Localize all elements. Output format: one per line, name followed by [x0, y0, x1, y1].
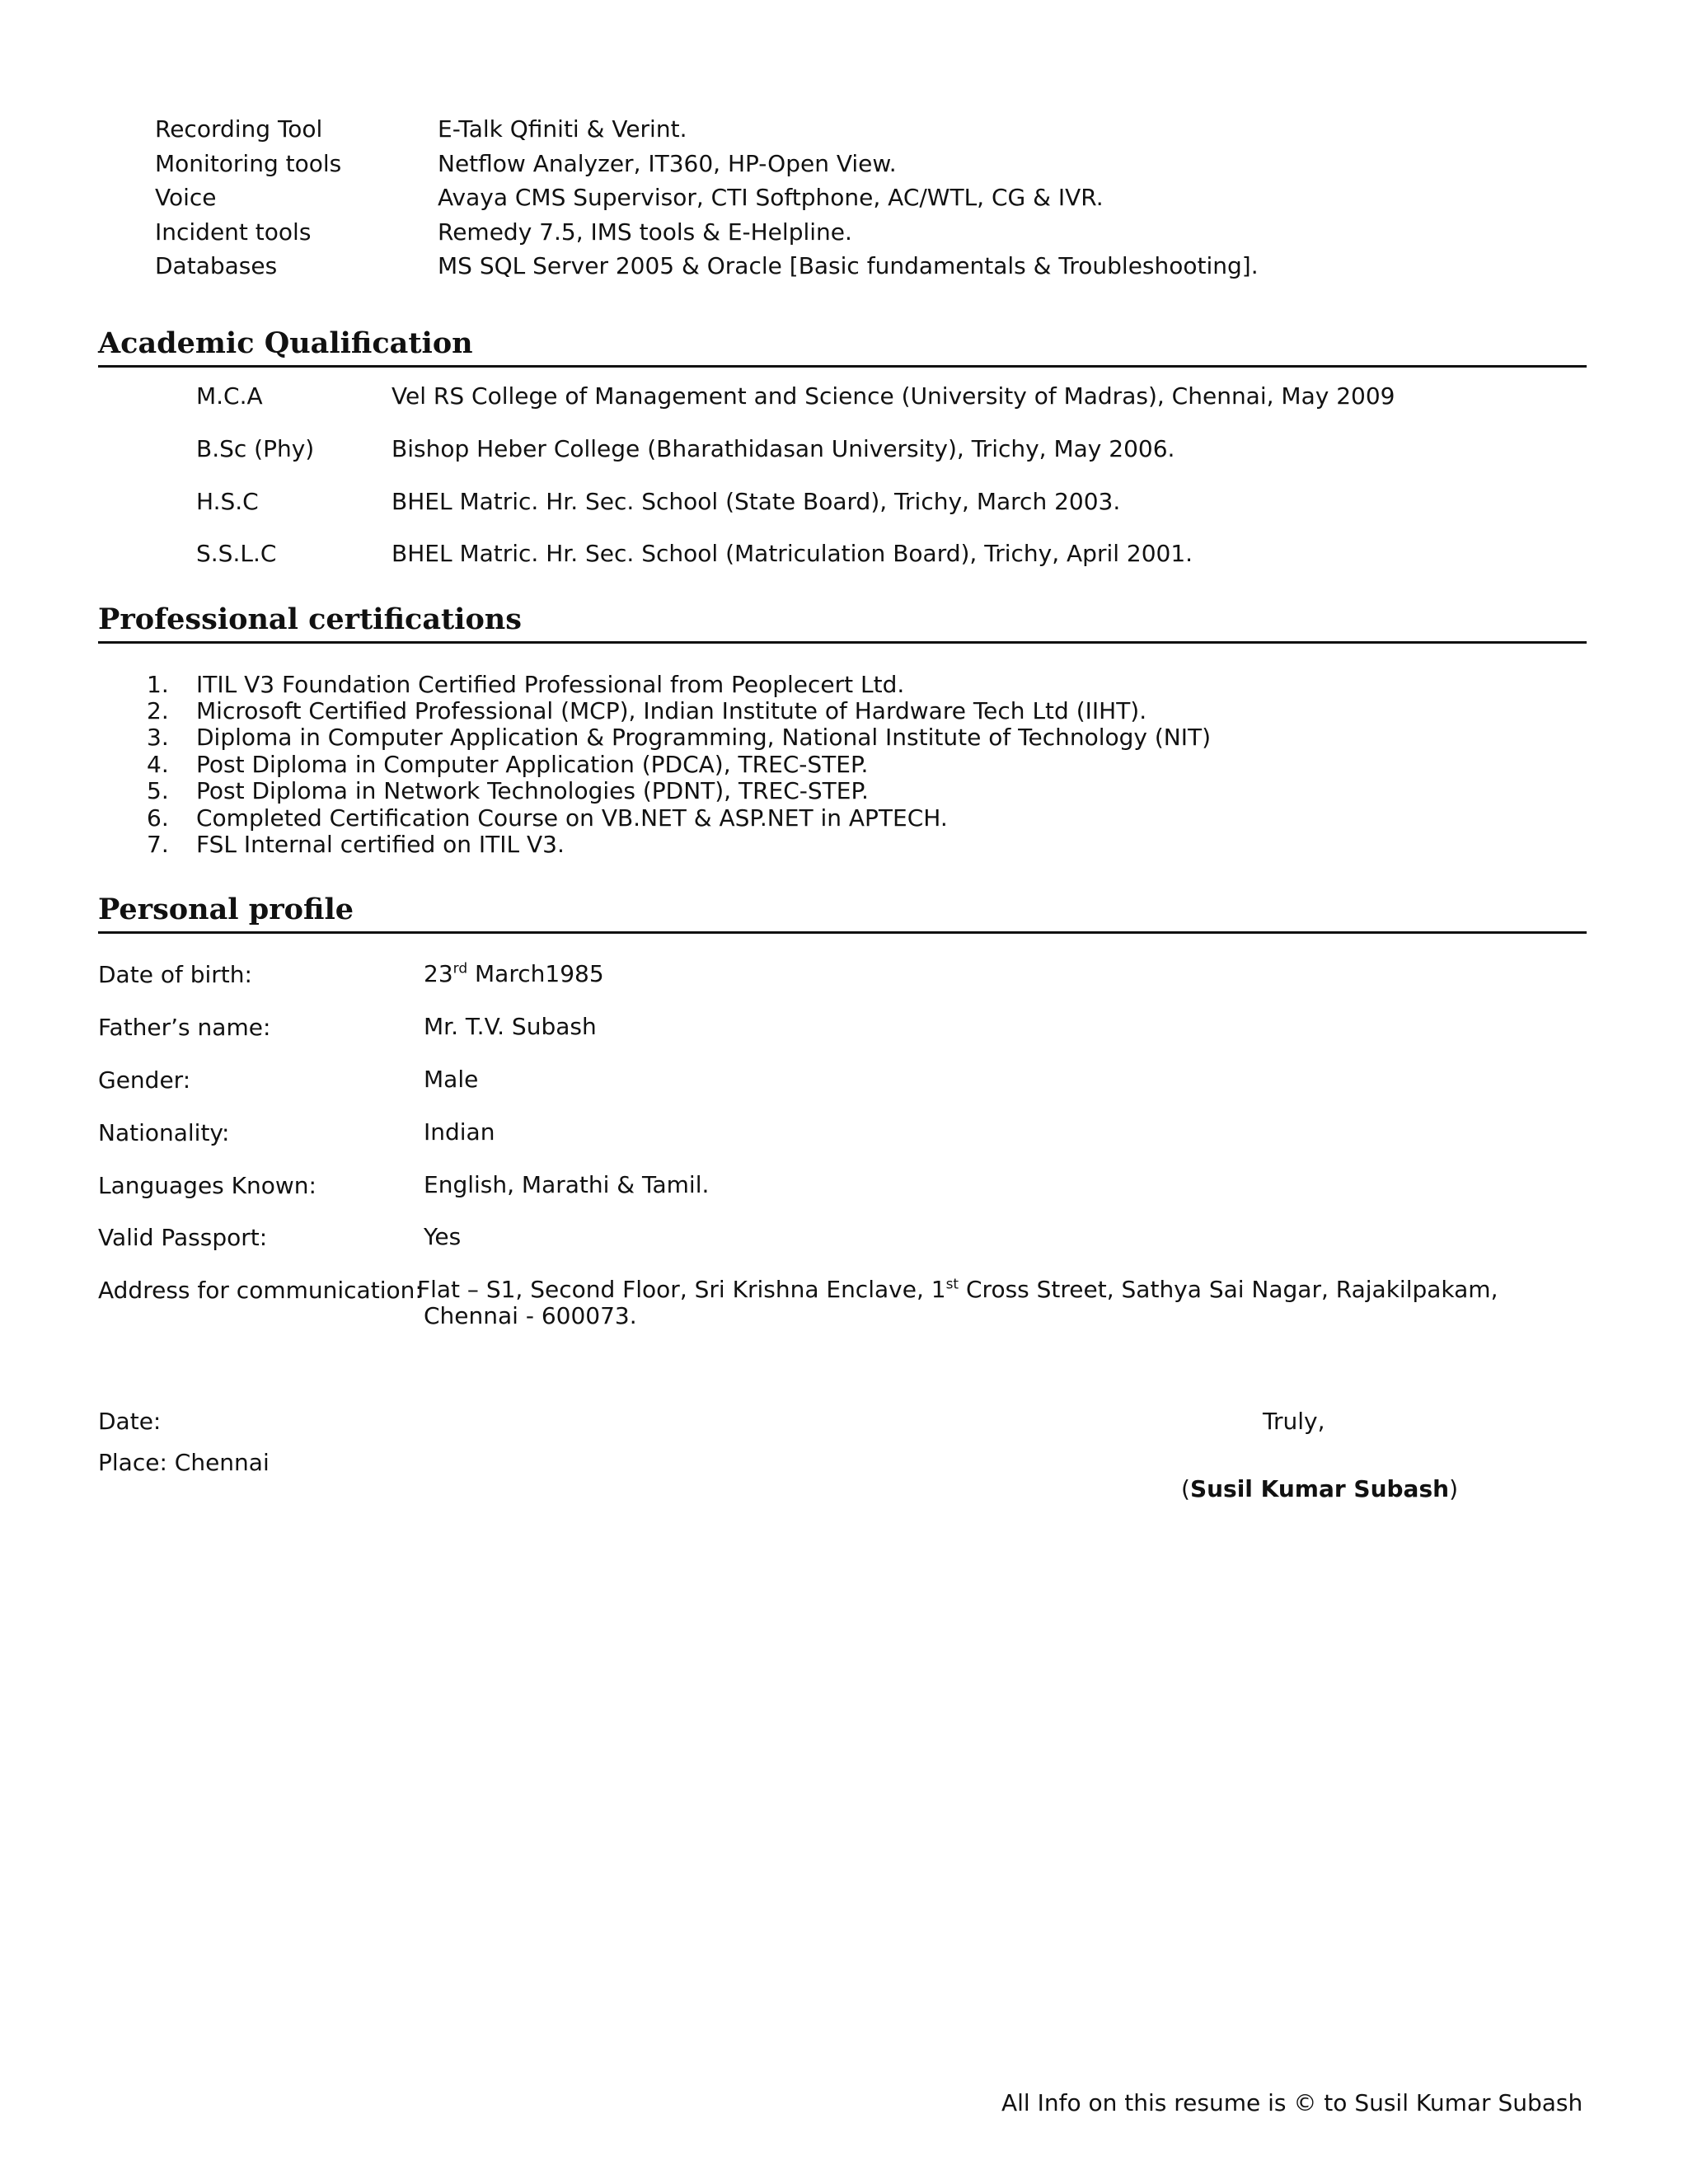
place-label: Place: Chennai: [98, 1449, 270, 1476]
languages-label: Languages Known:: [98, 1172, 316, 1199]
address-value: [417, 1276, 1498, 1329]
list-number: 7.: [147, 831, 169, 859]
skill-row: [155, 249, 1259, 284]
list-text: Microsoft Certified Professional (MCP), Indian Institute of Hardware Tech Ltd (IIHT).: [196, 697, 1147, 725]
profile-row: [98, 1224, 461, 1251]
skill-value: Avaya CMS Supervisor, CTI Softphone, AC/WTL, CG & IVR.: [438, 184, 1104, 212]
profile-row: [98, 1277, 1498, 1329]
academic-detail: Bishop Heber College (Bharathidasan University), Trichy, May 2006.: [392, 435, 1175, 462]
address-sup: st: [945, 1276, 959, 1293]
dob-label: Date of birth:: [98, 961, 252, 988]
academic-detail: Vel RS College of Management and Science (University of Madras), Chennai, May 2009: [392, 382, 1395, 410]
gender-value: Male: [424, 1066, 479, 1093]
skill-value: Remedy 7.5, IMS tools & E-Helpline.: [438, 218, 852, 246]
list-number: 4.: [147, 750, 169, 778]
date-label: Date:: [98, 1408, 162, 1435]
list-text: Post Diploma in Network Technologies (PDNT), TREC-STEP.: [196, 777, 869, 805]
certifications-list: [147, 671, 1211, 858]
signature-text: Susil Kumar Subash: [1189, 1475, 1450, 1502]
list-text: Diploma in Computer Application & Programming, National Institute of Technology (NIT): [196, 724, 1212, 752]
copyright-note: All Info on this resume is © to Susil Kumar Subash: [1001, 2089, 1583, 2116]
academic-row: [196, 435, 1175, 462]
personal-heading: Personal profile: [98, 893, 1587, 934]
academic-degree: S.S.L.C: [196, 540, 277, 567]
skill-key: Monitoring tools: [155, 149, 342, 177]
profile-row: [98, 1119, 495, 1146]
list-item: [147, 831, 1211, 857]
list-number: 3.: [147, 724, 169, 752]
nationality-label: Nationality:: [98, 1119, 230, 1146]
academic-degree: M.C.A: [196, 382, 263, 410]
passport-label: Valid Passport:: [98, 1224, 268, 1251]
list-text: Post Diploma in Computer Application (PDCA), TREC-STEP.: [196, 750, 869, 778]
passport-value: Yes: [424, 1223, 462, 1250]
signature-name: [1181, 1475, 1458, 1502]
signature-close: ): [1449, 1475, 1458, 1502]
list-number: 1.: [147, 670, 169, 698]
list-item: [147, 804, 1211, 831]
list-number: 2.: [147, 697, 169, 725]
list-text: ITIL V3 Foundation Certified Professional from Peoplecert Ltd.: [196, 670, 905, 698]
languages-value: English, Marathi & Tamil.: [424, 1171, 710, 1198]
skill-value: E-Talk Qfiniti & Verint.: [438, 115, 687, 143]
skill-row: [155, 147, 1259, 181]
father-value: Mr. T.V. Subash: [424, 1013, 597, 1040]
profile-row: [98, 1066, 478, 1094]
address-label: Address for communication:: [98, 1277, 423, 1304]
dob-value: [424, 961, 604, 988]
academic-heading: Academic Qualification: [98, 326, 1587, 368]
address-line2: Chennai - 600073.: [424, 1302, 637, 1329]
list-item: [147, 671, 1211, 697]
skills-table: [155, 112, 1259, 284]
profile-row: [98, 961, 604, 988]
address-part1: Flat – S1, Second Floor, Sri Krishna Enclave, 1: [417, 1276, 946, 1303]
skill-value: MS SQL Server 2005 & Oracle [Basic fundamentals & Troubleshooting].: [438, 252, 1259, 280]
address-part2: Cross Street, Sathya Sai Nagar, Rajakilpakam,: [959, 1276, 1498, 1303]
list-item: [147, 697, 1211, 724]
closing-truly: Truly,: [1263, 1408, 1325, 1435]
profile-row: [98, 1172, 709, 1199]
father-label: Father’s name:: [98, 1014, 271, 1041]
list-text: Completed Certification Course on VB.NET & ASP.NET in APTECH.: [196, 804, 948, 832]
dob-sup: rd: [452, 960, 468, 977]
academic-detail: BHEL Matric. Hr. Sec. School (State Board), Trichy, March 2003.: [392, 488, 1121, 515]
skill-key: Databases: [155, 252, 278, 280]
profile-row: [98, 1014, 597, 1041]
signature-open: (: [1181, 1475, 1190, 1502]
academic-row: [196, 540, 1193, 567]
academic-degree: H.S.C: [196, 488, 259, 515]
dob-day: 23: [424, 960, 453, 987]
nationality-value: Indian: [424, 1118, 495, 1146]
list-text: FSL Internal certified on ITIL V3.: [196, 831, 565, 859]
skill-key: Incident tools: [155, 218, 312, 246]
list-number: 6.: [147, 804, 169, 832]
list-item: [147, 724, 1211, 751]
skill-row: [155, 180, 1259, 215]
list-item: [147, 751, 1211, 777]
academic-row: [196, 382, 1395, 410]
academic-detail: BHEL Matric. Hr. Sec. School (Matriculation Board), Trichy, April 2001.: [392, 540, 1193, 567]
academic-degree: B.Sc (Phy): [196, 435, 315, 462]
list-number: 5.: [147, 777, 169, 805]
skill-key: Voice: [155, 184, 217, 212]
skill-value: Netflow Analyzer, IT360, HP-Open View.: [438, 149, 897, 177]
list-item: [147, 778, 1211, 804]
academic-row: [196, 488, 1120, 515]
gender-label: Gender:: [98, 1066, 191, 1094]
skill-row: [155, 112, 1259, 147]
dob-rest: March1985: [467, 960, 604, 987]
certifications-heading: Professional certifications: [98, 602, 1587, 644]
skill-row: [155, 215, 1259, 250]
skill-key: Recording Tool: [155, 115, 323, 143]
